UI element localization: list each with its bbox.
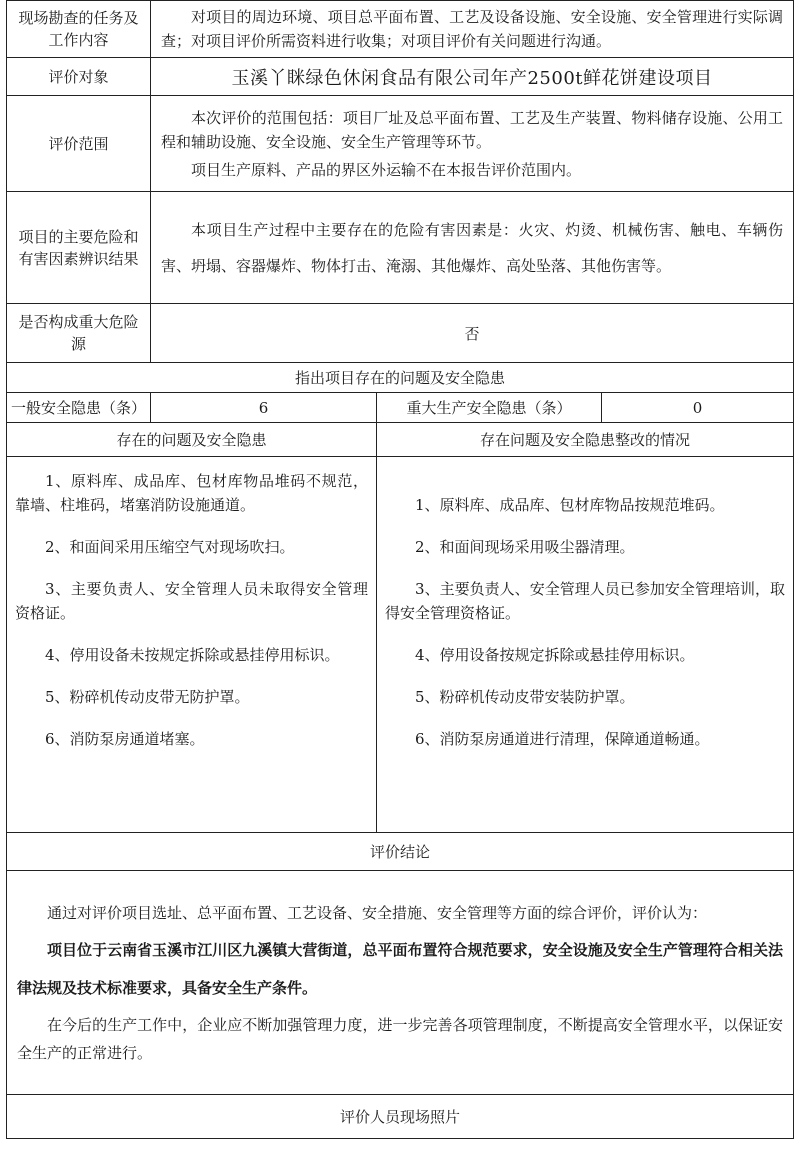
problem-item: 4、停用设备未按规定拆除或悬挂停用标识。 xyxy=(45,646,340,664)
columns-header-row xyxy=(7,423,794,457)
survey-label: 现场勘查的任务及工作内容 xyxy=(7,1,151,58)
project-name: 玉溪丫眯绿色休闲食品有限公司年产2500t鲜花饼建设项目 xyxy=(151,58,794,96)
problem-item: 1、原料库、成品库、包材库物品堆码不规范，靠墙、柱堆码，堵塞消防设施通道。 xyxy=(15,472,368,514)
hazards-label: 项目的主要危险和有害因素辨识结果 xyxy=(7,192,151,304)
major-hazard-value: 否 xyxy=(151,304,794,363)
conclusion-content xyxy=(7,871,794,1095)
issues-header: 指出项目存在的问题及安全隐患 xyxy=(7,363,794,393)
conclusion-para-1: 通过对评价项目选址、总平面布置、工艺设备、安全措施、安全管理等方面的综合评价，评价认为： xyxy=(47,903,708,922)
major-hazard-row xyxy=(7,304,794,363)
rectification-item: 4、停用设备按规定拆除或悬挂停用标识。 xyxy=(415,646,695,664)
hazards-row xyxy=(7,192,794,304)
survey-text: 对项目的周边环境、项目总平面布置、工艺及设备设施、安全设施、安全管理进行实际调查；对项目评价所需资料进行收集；对项目评价有关问题进行沟通。 xyxy=(161,8,784,50)
photos-header: 评价人员现场照片 xyxy=(7,1095,794,1139)
rectification-column-header: 存在问题及安全隐患整改的情况 xyxy=(377,423,794,457)
evaluation-form xyxy=(6,0,793,1139)
problem-item: 3、主要负责人、安全管理人员未取得安全管理资格证。 xyxy=(15,580,368,622)
major-hazard-count: 0 xyxy=(602,393,794,423)
general-hazard-label: 一般安全隐患（条） xyxy=(7,393,151,423)
rectification-item: 6、消防泵房通道进行清理，保障通道畅通。 xyxy=(415,730,710,748)
scope-label: 评价范围 xyxy=(7,96,151,192)
hazards-content xyxy=(151,192,794,304)
photos-header-row xyxy=(7,1095,794,1139)
general-hazard-count: 6 xyxy=(151,393,377,423)
rectification-item: 1、原料库、成品库、包材库物品按规范堆码。 xyxy=(415,496,725,514)
object-label: 评价对象 xyxy=(7,58,151,96)
problem-item: 6、消防泵房通道堵塞。 xyxy=(45,730,205,748)
hazards-text: 本项目生产过程中主要存在的危险有害因素是：火灾、灼烫、机械伤害、触电、车辆伤害、坍塌、容器爆炸、物体打击、淹溺、其他爆炸、高处坠落、其他伤害等。 xyxy=(161,220,784,275)
conclusion-row xyxy=(7,871,794,1095)
survey-row xyxy=(7,1,794,58)
problems-list xyxy=(7,457,377,833)
problems-column-header: 存在的问题及安全隐患 xyxy=(7,423,377,457)
conclusion-header-row xyxy=(7,833,794,871)
rectification-item: 3、主要负责人、安全管理人员已参加安全管理培训，取得安全管理资格证。 xyxy=(385,580,786,622)
evaluation-table xyxy=(6,0,794,1139)
rectification-list xyxy=(377,457,794,833)
counts-row xyxy=(7,393,794,423)
rectification-item: 5、粉碎机传动皮带安装防护罩。 xyxy=(415,688,635,706)
survey-content xyxy=(151,1,794,58)
issues-row xyxy=(7,457,794,833)
problem-item: 5、粉碎机传动皮带无防护罩。 xyxy=(45,688,250,706)
scope-para-2: 项目生产原料、产品的界区外运输不在本报告评价范围内。 xyxy=(191,160,582,179)
rectification-item: 2、和面间现场采用吸尘器清理。 xyxy=(415,538,635,556)
conclusion-para-3: 在今后的生产工作中，企业应不断加强管理力度，进一步完善各项管理制度，不断提高安全管理水平，以保证安全生产的正常进行。 xyxy=(17,1015,784,1062)
major-hazard-count-label: 重大生产安全隐患（条） xyxy=(377,393,602,423)
object-row xyxy=(7,58,794,96)
scope-content xyxy=(151,96,794,192)
scope-row xyxy=(7,96,794,192)
conclusion-para-2: 项目位于云南省玉溪市江川区九溪镇大营街道，总平面布置符合规范要求，安全设施及安全生产管理符合相关法律法规及技术标准要求，具备安全生产条件。 xyxy=(17,940,784,997)
problem-item: 2、和面间采用压缩空气对现场吹扫。 xyxy=(45,538,295,556)
major-hazard-label: 是否构成重大危险源 xyxy=(7,304,151,363)
scope-para-1: 本次评价的范围包括：项目厂址及总平面布置、工艺及生产装置、物料储存设施、公用工程和辅助设施、安全设施、安全生产管理等环节。 xyxy=(161,108,784,151)
conclusion-header: 评价结论 xyxy=(7,833,794,871)
issues-header-row xyxy=(7,363,794,393)
